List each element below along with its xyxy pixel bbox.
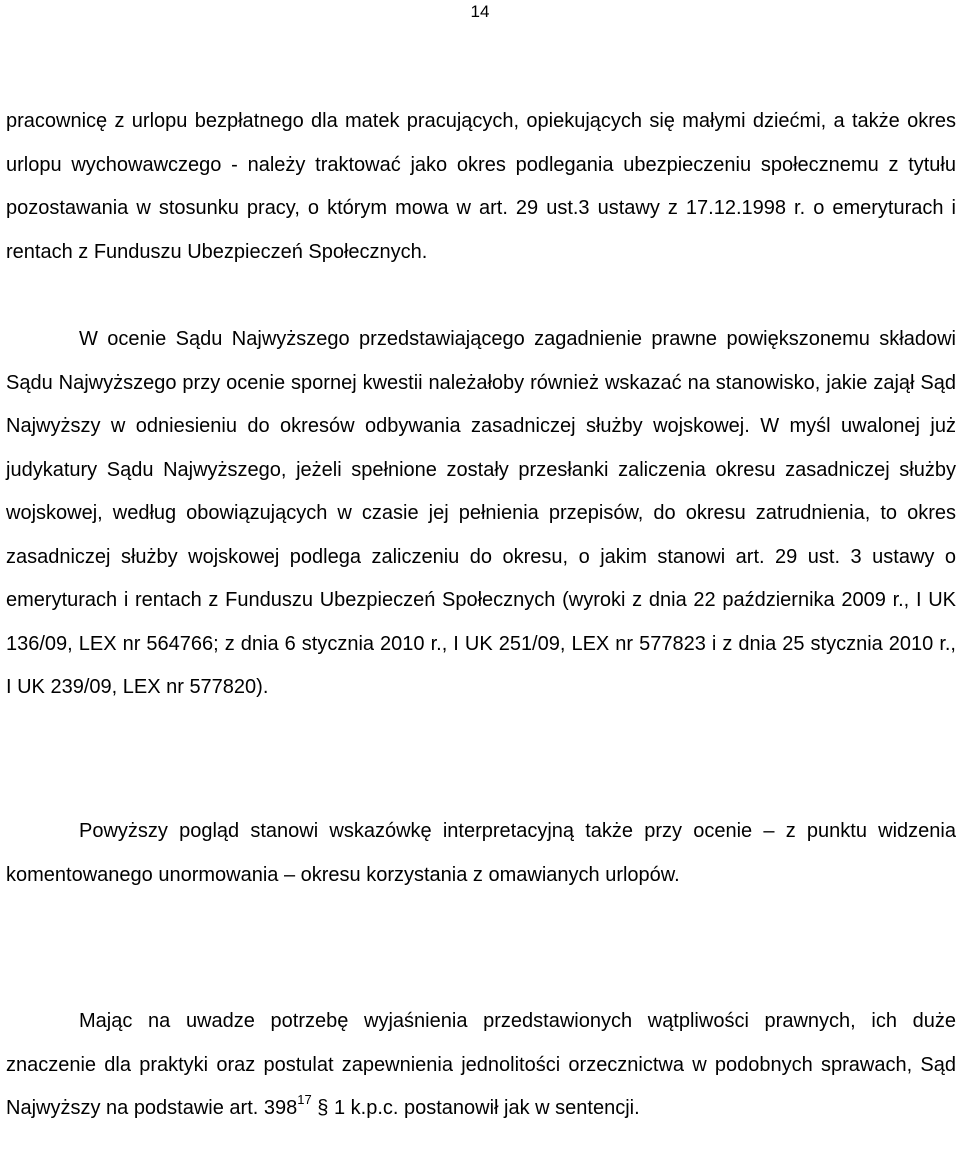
paragraph-2 [6,318,956,710]
paragraph-4-text-after: § 1 k.p.c. postanowił jak w sentencji. [311,1097,640,1119]
article-superscript: 17 [297,1092,312,1108]
paragraph-3-text: Powyższy pogląd stanowi wskazówkę interpretacyjną także przy ocenie – z punktu widzenia komentowanego unormowania – okresu korzystania z omawianych urlopów. [6,820,956,886]
paragraph-1-text: pracownicę z urlopu bezpłatnego dla matek pracujących, opiekujących się małymi dziećmi, a także okres urlopu wychowawczego - należy traktować jako okres podlegania ubezpieczeniu społecznemu z tytułu pozostawania w stosunku pracy, o którym mowa w art. 29 ust.3 ustawy z 17.12.1998 r. o emeryturach i rentach z Funduszu Ubezpieczeń Społecznych. [6,110,956,263]
paragraph-1 [6,100,956,274]
paragraph-3 [6,810,956,897]
paragraph-2-text: W ocenie Sądu Najwyższego przedstawiającego zagadnienie prawne powiększonemu składowi Sądu Najwyższego przy ocenie spornej kwestii należałoby również wskazać na stanowisko, jakie zajął Sąd Najwyższy w odniesieniu do okresów odbywania zasadniczej służby wojskowej. W myśl uwalonej już judykatury Sądu Najwyższego, jeżeli spełnione zostały przesłanki zaliczenia okresu zasadniczej służby wojskowej, według obowiązujących w czasie jej pełnienia przepisów, do okresu zatrudnienia, to okres zasadniczej służby wojskowej podlega zaliczeniu do okresu, o jakim stanowi art. 29 ust. 3 ustawy o emeryturach i rentach z Funduszu Ubezpieczeń Społecznych (wyroki z dnia 22 października 2009 r., I UK 136/09, LEX nr 564766; z dnia 6 stycznia 2010 r., I UK 251/09, LEX nr 577823 i z dnia 25 stycznia 2010 r., I UK 239/09, LEX nr 577820). [6,328,956,698]
paragraph-4 [6,1000,956,1131]
paragraph-4-text-before: Mając na uwadze potrzebę wyjaśnienia przedstawionych wątpliwości prawnych, ich duże znaczenie dla praktyki oraz postulat zapewnienia jednolitości orzecznictwa w podobnych sprawach, Sąd Najwyższy na podstawie art. 398 [6,1010,956,1119]
page-number: 14 [470,2,490,21]
